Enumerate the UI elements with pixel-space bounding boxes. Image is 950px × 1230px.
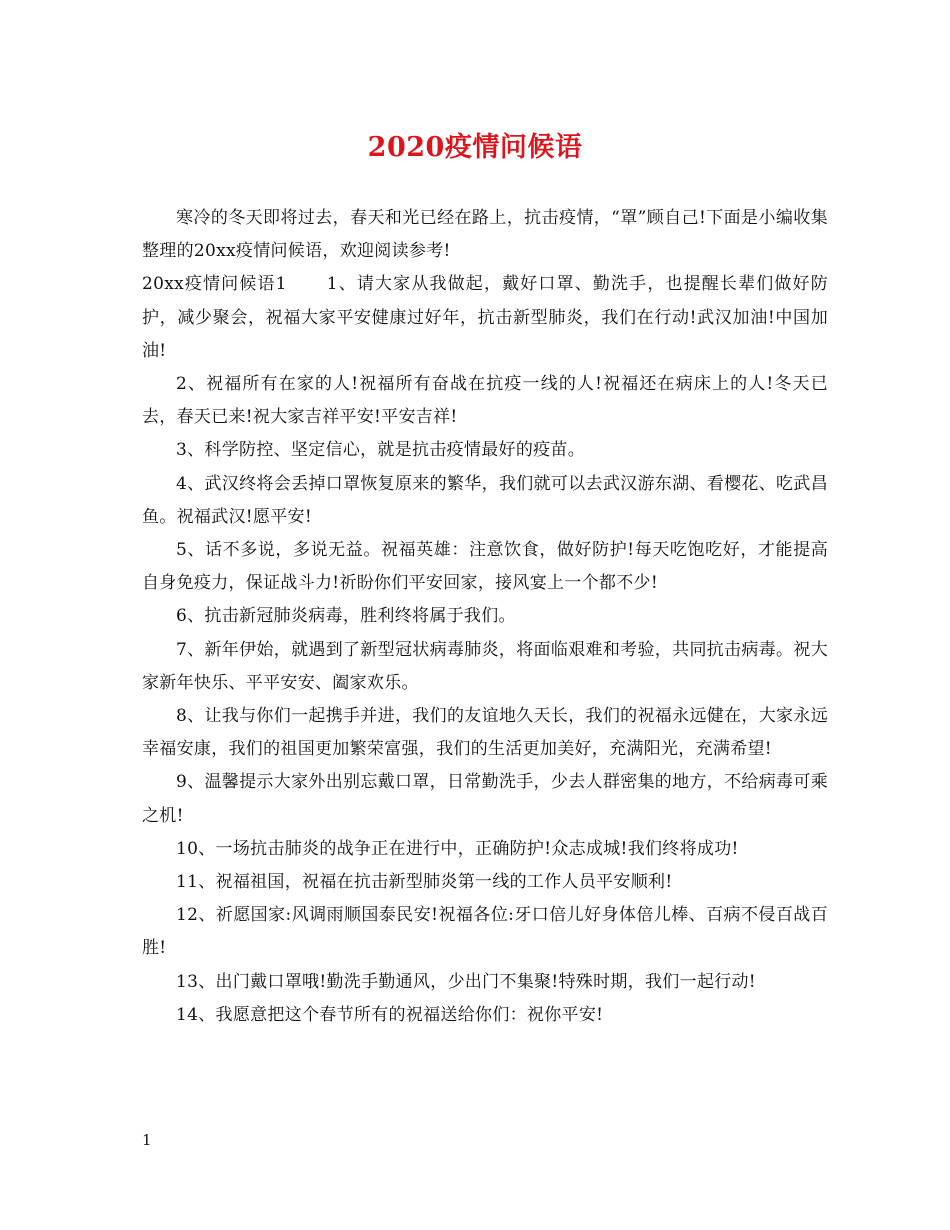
greeting-item-2: 2、祝福所有在家的人!祝福所有奋战在抗疫一线的人!祝福还在病床上的人!冬天已去，春天已来!祝大家吉祥平安!平安吉祥! xyxy=(142,374,828,428)
greeting-item-12: 12、祈愿国家:风调雨顺国泰民安!祝福各位:牙口倍儿好身体倍儿棒、百病不侵百战百胜! xyxy=(142,905,828,959)
greeting-item-8: 8、让我与你们一起携手并进，我们的友谊地久天长，我们的祝福永远健在，大家永远幸福安康，我们的祖国更加繁荣富强，我们的生活更加美好，充满阳光，充满希望! xyxy=(142,706,828,760)
intro-paragraph: 寒冷的冬天即将过去，春天和光已经在路上，抗击疫情，“罩”顾自己!下面是小编收集整理的20xx疫情问候语，欢迎阅读参考! xyxy=(142,208,828,262)
greeting-item-7: 7、新年伊始，就遇到了新型冠状病毒肺炎，将面临艰难和考验，共同抗击病毒。祝大家新年快乐、平平安安、阖家欢乐。 xyxy=(142,639,828,693)
greeting-item-6: 6、抗击新冠肺炎病毒，胜利终将属于我们。 xyxy=(176,606,516,627)
greeting-item-14: 14、我愿意把这个春节所有的祝福送给你们：祝你平安! xyxy=(176,1004,604,1025)
greeting-item-3: 3、科学防控、坚定信心，就是抗击疫情最好的疫苗。 xyxy=(176,440,586,461)
section-paragraph-1 xyxy=(142,268,828,368)
greeting-item-13: 13、出门戴口罩哦!勤洗手勤通风，少出门不集聚!特殊时期，我们一起行动! xyxy=(176,971,756,992)
page-number: 1 xyxy=(142,1131,152,1149)
section-heading: 20xx疫情问候语1 xyxy=(142,274,287,295)
greeting-item-10: 10、一场抗击肺炎的战争正在进行中，正确防护!众志成城!我们终将成功! xyxy=(176,838,739,859)
document-title: 2020疫情问候语 xyxy=(367,132,583,163)
greeting-item-9: 9、温馨提示大家外出别忘戴口罩，日常勤洗手，少去人群密集的地方，不给病毒可乘之机! xyxy=(142,772,828,826)
greeting-item-1: 1、请大家从我做起，戴好口罩、勤洗手，也提醒长辈们做好防护，减少聚会，祝福大家平安健康过好年，抗击新型肺炎，我们在行动!武汉加油!中国加油! xyxy=(142,274,829,361)
greeting-item-11: 11、祝福祖国，祝福在抗击新型肺炎第一线的工作人员平安顺利! xyxy=(176,872,673,893)
document-body xyxy=(142,202,828,1032)
greeting-item-5: 5、话不多说，多说无益。祝福英雄：注意饮食，做好防护!每天吃饱吃好，才能提高自身免疫力，保证战斗力!祈盼你们平安回家，接风宴上一个都不少! xyxy=(142,540,828,594)
greeting-item-4: 4、武汉终将会丢掉口罩恢复原来的繁华，我们就可以去武汉游东湖、看樱花、吃武昌鱼。祝福武汉!愿平安! xyxy=(142,473,828,527)
